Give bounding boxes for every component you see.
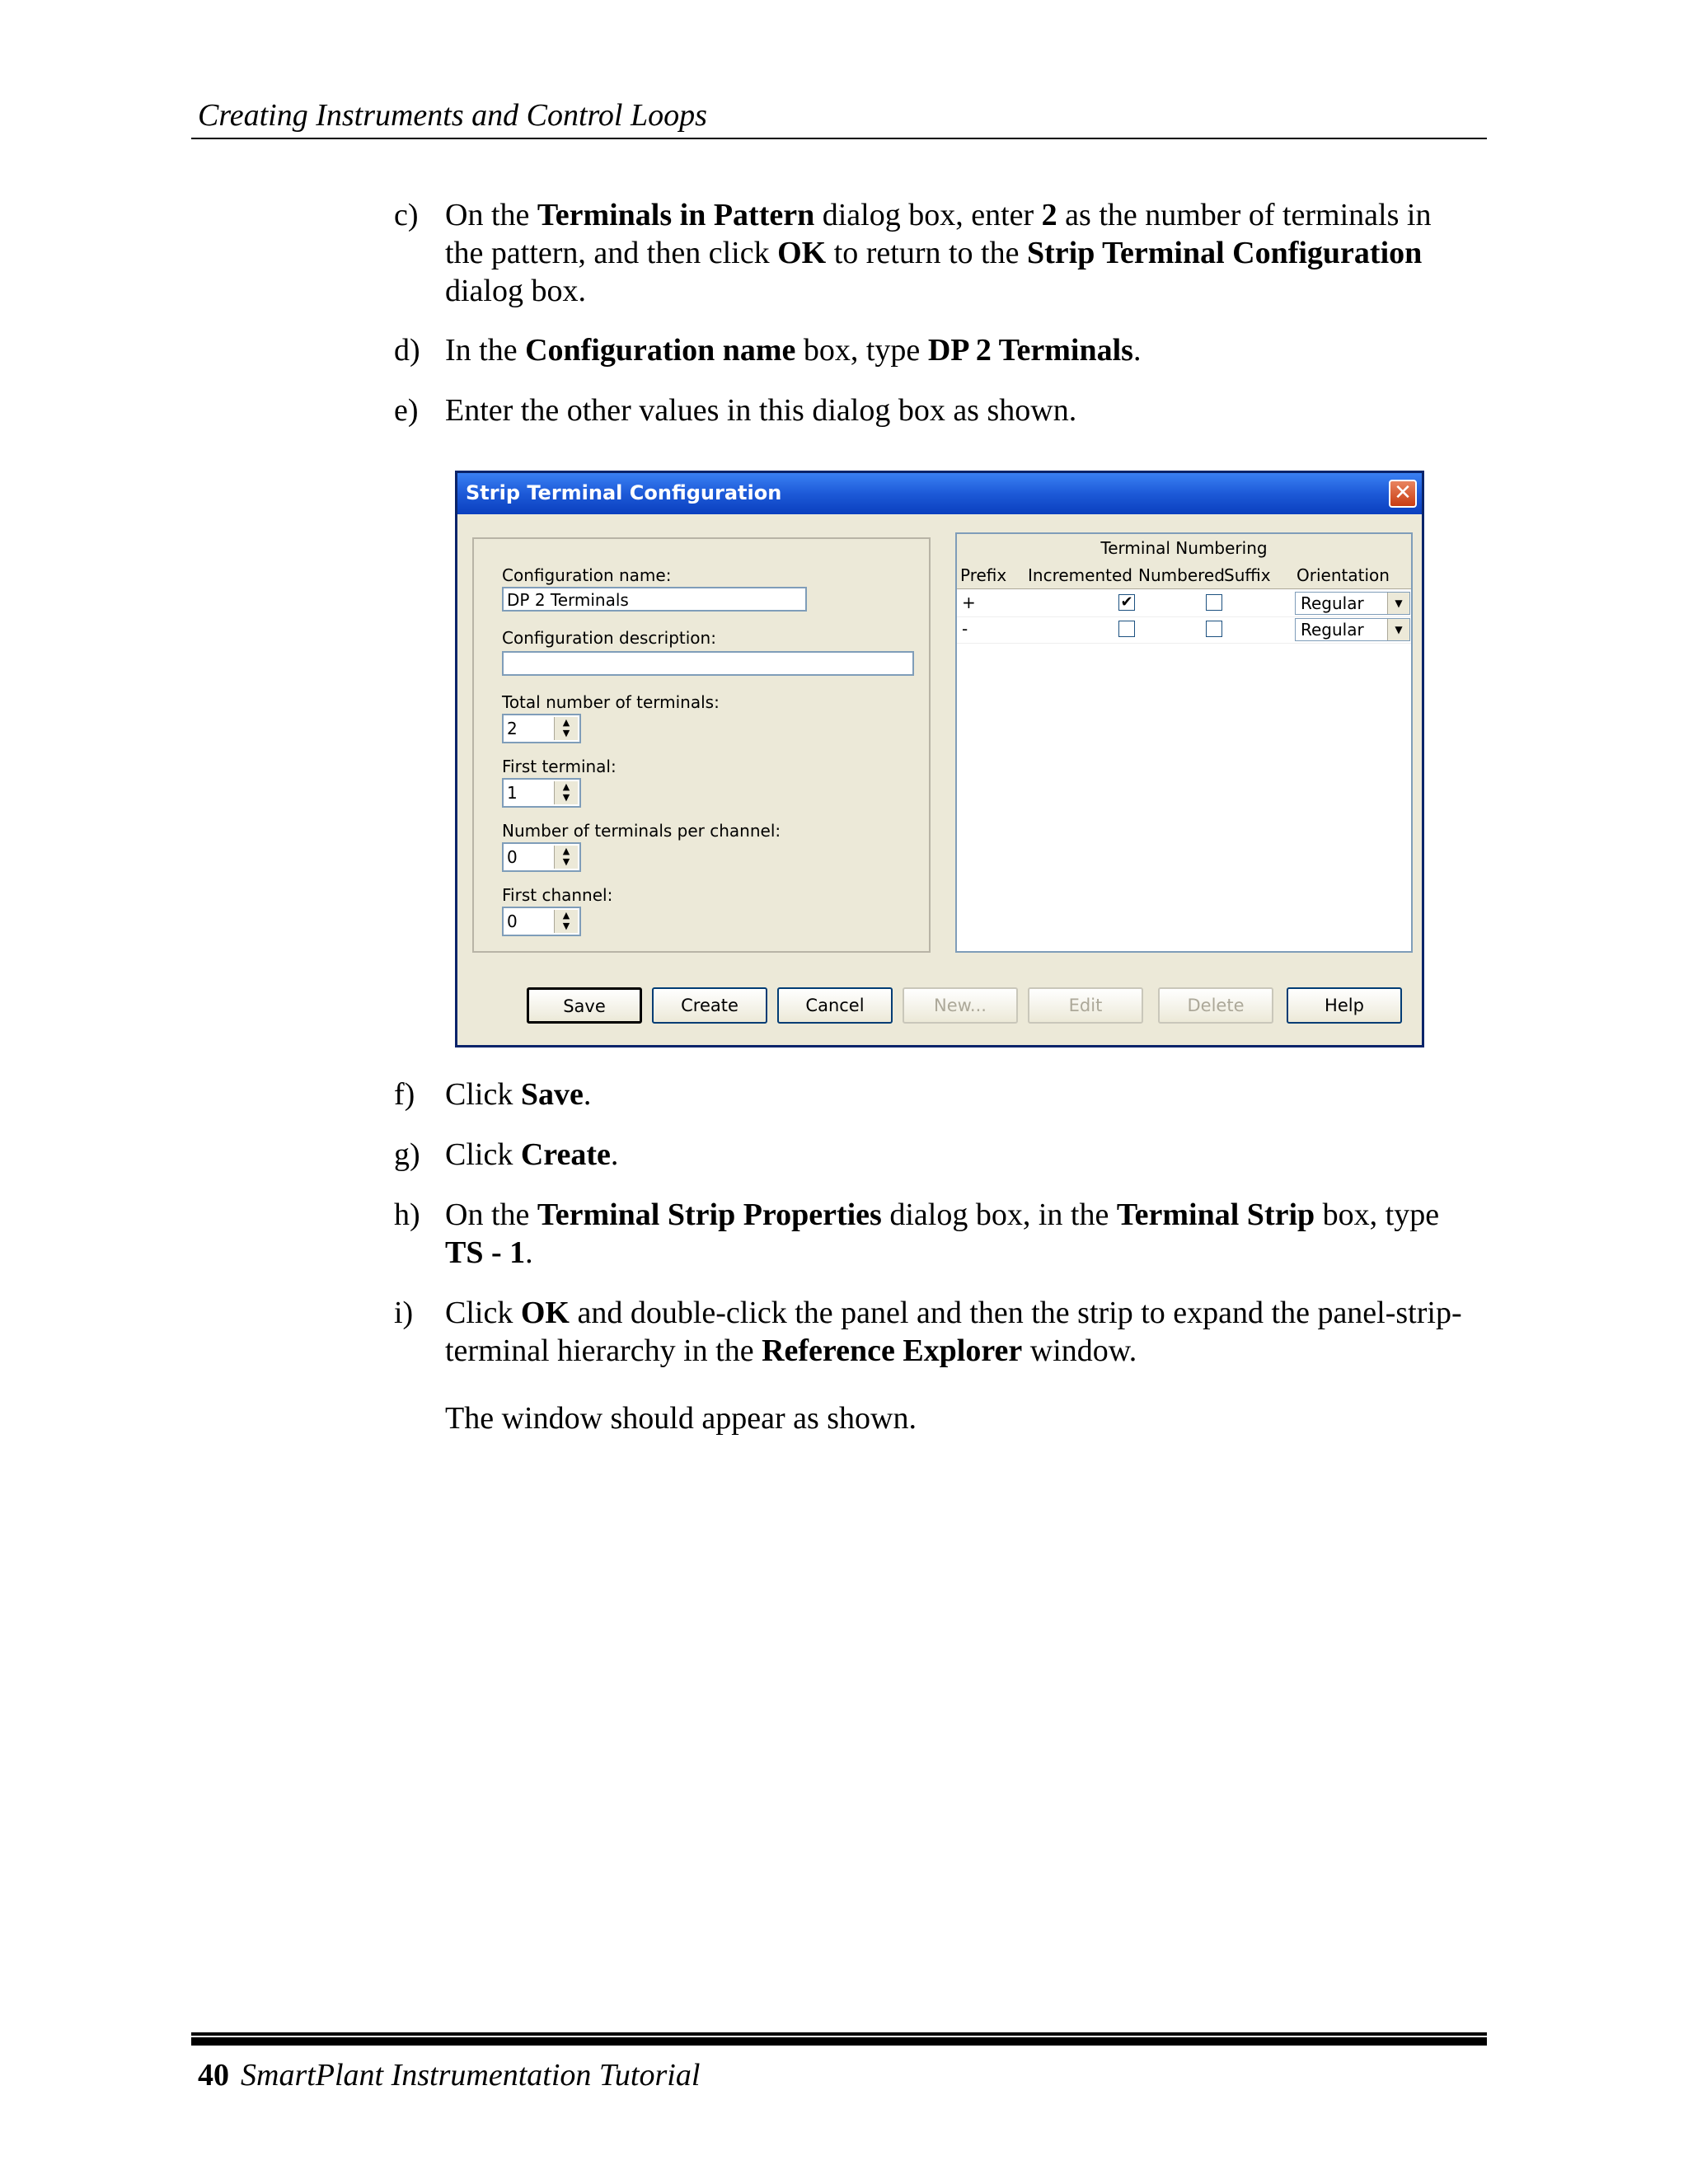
step-h [394, 1196, 1474, 1272]
header-rule [191, 138, 1487, 139]
new-button[interactable]: New... [903, 987, 1018, 1024]
config-name-label: Configuration name: [502, 565, 672, 585]
first-terminal-spinner[interactable] [502, 778, 581, 808]
config-name-input[interactable]: DP 2 Terminals [502, 587, 807, 612]
strip-terminal-configuration-dialog [455, 471, 1424, 1047]
spinner-arrows-icon[interactable]: ▲ ▼ [554, 717, 578, 740]
edit-button[interactable]: Edit [1028, 987, 1143, 1024]
footer-rule-thick [191, 2037, 1487, 2046]
numbered-checkbox[interactable] [1206, 594, 1222, 611]
column-prefix[interactable]: Prefix [960, 565, 1007, 585]
incremented-checkbox[interactable] [1118, 621, 1135, 637]
cancel-button[interactable]: Cancel [777, 987, 893, 1024]
footer-title: SmartPlant Instrumentation Tutorial [241, 2058, 701, 2093]
column-suffix[interactable]: Suffix [1224, 565, 1271, 585]
step-c [394, 196, 1474, 310]
grid-column-headers [957, 562, 1411, 589]
column-numbered[interactable]: Numbered [1138, 565, 1225, 585]
spinner-arrows-icon[interactable]: ▲ ▼ [554, 781, 578, 804]
step-i [394, 1294, 1474, 1370]
step-label: i) [394, 1296, 414, 1330]
step-g [394, 1136, 1474, 1174]
total-terminals-value: 2 [507, 719, 518, 738]
closing-note [394, 1399, 1474, 1437]
footer-rule [191, 2032, 1487, 2036]
spinner-arrows-icon[interactable]: ▲ ▼ [554, 910, 578, 933]
column-incremented[interactable]: Incremented [1028, 565, 1132, 585]
step-text: Enter the other values in this dialog box as shown. [445, 393, 1077, 428]
step-label: f) [394, 1077, 415, 1112]
prefix-cell[interactable]: - [962, 619, 968, 639]
first-terminal-value: 1 [507, 783, 518, 803]
prefix-cell[interactable]: + [962, 593, 976, 612]
step-f [394, 1076, 1474, 1113]
step-text: On the Terminals in Pattern dialog box, enter 2 as the number of terminals in the pattern, and then click OK to return to the Strip Terminal Configuration dialog box. [445, 198, 1432, 308]
page-footer [198, 2057, 700, 2093]
step-text: Click OK and double-click the panel and then the strip to expand the panel-strip-terminal hierarchy in the Reference Explorer window. [445, 1296, 1462, 1368]
incremented-checkbox[interactable]: ✔ [1118, 594, 1135, 611]
configuration-group [472, 537, 931, 953]
orientation-value: Regular [1301, 593, 1364, 613]
step-label: h) [394, 1197, 420, 1232]
note-text: The window should appear as shown. [445, 1401, 917, 1436]
numbered-checkbox[interactable] [1206, 621, 1222, 637]
terminals-per-channel-spinner[interactable] [502, 842, 581, 872]
step-label: g) [394, 1137, 420, 1172]
total-terminals-label: Total number of terminals: [502, 692, 720, 712]
dialog-title: Strip Terminal Configuration [466, 481, 782, 504]
chevron-down-icon[interactable]: ▼ [1387, 593, 1409, 614]
close-icon[interactable]: ✕ [1389, 480, 1417, 508]
step-label: e) [394, 393, 419, 428]
table-row[interactable] [957, 590, 1411, 617]
step-label: d) [394, 333, 420, 368]
step-label: c) [394, 198, 419, 232]
running-header: Creating Instruments and Control Loops [198, 98, 707, 133]
help-button[interactable]: Help [1287, 987, 1402, 1024]
first-channel-label: First channel: [502, 885, 613, 905]
step-text: Click Create. [445, 1137, 619, 1172]
create-button[interactable]: Create [652, 987, 767, 1024]
dialog-titlebar [457, 473, 1422, 514]
step-text: In the Configuration name box, type DP 2 Terminals. [445, 333, 1142, 368]
table-row[interactable] [957, 616, 1411, 644]
first-channel-spinner[interactable] [502, 907, 581, 936]
save-button[interactable]: Save [527, 987, 642, 1024]
step-text: Click Save. [445, 1077, 592, 1112]
total-terminals-spinner[interactable] [502, 714, 581, 743]
page-number: 40 [198, 2058, 229, 2093]
step-text: On the Terminal Strip Properties dialog box, in the Terminal Strip box, type TS - 1. [445, 1197, 1440, 1270]
first-terminal-label: First terminal: [502, 757, 617, 776]
spinner-arrows-icon[interactable]: ▲ ▼ [554, 846, 578, 869]
config-description-label: Configuration description: [502, 628, 716, 648]
delete-button[interactable]: Delete [1158, 987, 1273, 1024]
column-orientation[interactable]: Orientation [1296, 565, 1390, 585]
terminal-numbering-header: Terminal Numbering [957, 534, 1411, 563]
config-description-input[interactable] [502, 651, 914, 676]
terminals-per-channel-value: 0 [507, 847, 518, 867]
chevron-down-icon[interactable]: ▼ [1387, 619, 1409, 640]
step-d [394, 331, 1474, 369]
first-channel-value: 0 [507, 912, 518, 931]
orientation-value: Regular [1301, 620, 1364, 640]
terminal-numbering-grid [955, 532, 1413, 953]
terminals-per-channel-label: Number of terminals per channel: [502, 821, 781, 841]
orientation-dropdown[interactable] [1295, 618, 1410, 641]
orientation-dropdown[interactable] [1295, 592, 1410, 615]
step-e [394, 391, 1474, 429]
